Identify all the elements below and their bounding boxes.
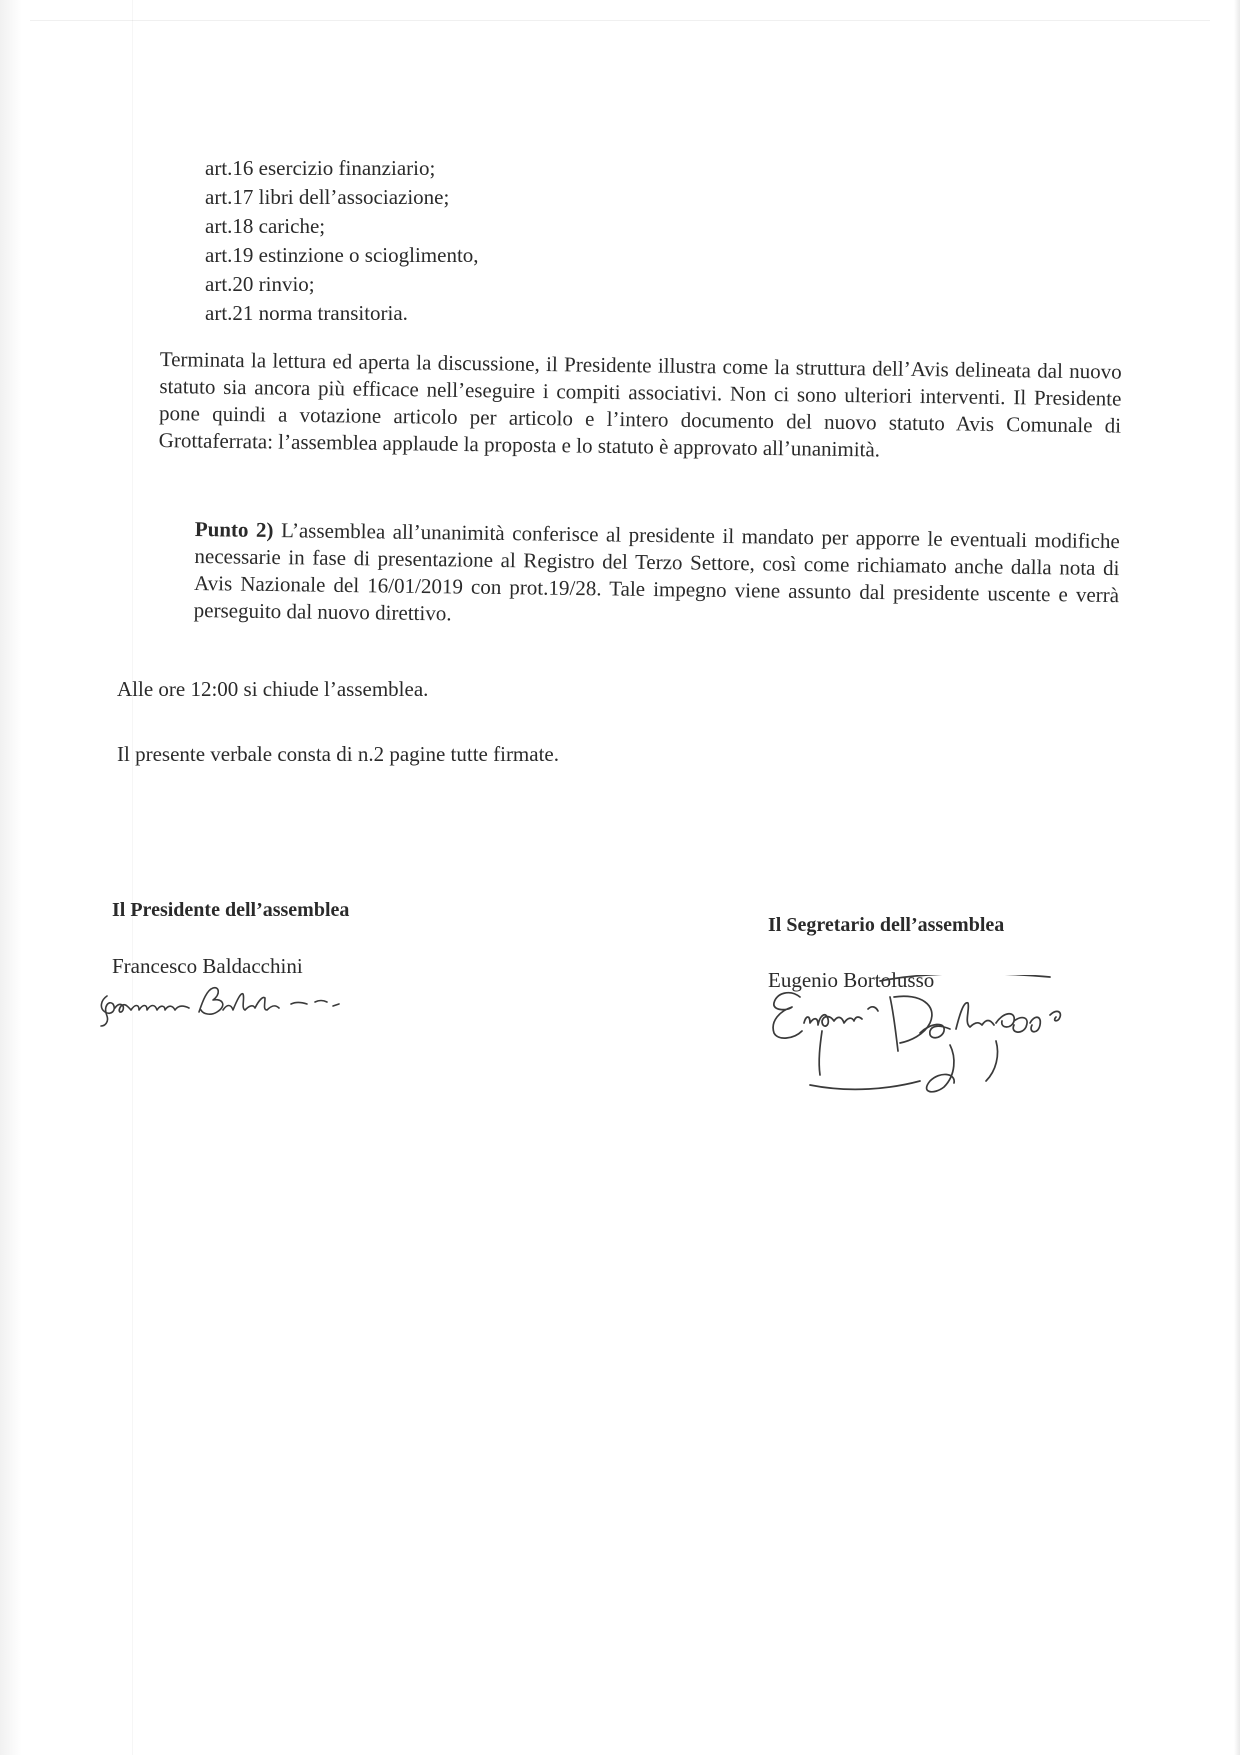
president-title: Il Presidente dell’assemblea [112,899,350,921]
article-item: art.20 rinvio; [205,272,315,296]
scan-edge-right [1234,0,1240,1755]
president-signature [95,982,395,1032]
article-item: art.19 estinzione o scioglimento, [205,243,479,267]
article-item: art.21 norma transitoria. [205,301,408,325]
secretary-title: Il Segretario dell’assemblea [768,914,1005,936]
punto2-text: L’assemblea all’unanimità conferisce al presidente il mandato per apporre le eventuali modifiche necessarie in fase di presentazione al Registro del Terzo Settore, così come richiamato anche dalla nota di Avis Nazionale del 16/01/2019 con prot.19/28. Tale impegno viene assunto dal presidente uscente e verrà perseguito dal nuovo direttivo. [193,518,1120,626]
scan-edge-left [0,0,22,1755]
punto2-paragraph [194,516,1120,636]
pages-note: Il presente verbale consta di n.2 pagine tutte firmate. [117,742,559,766]
secretary-signature [760,975,1090,1105]
punto2-label: Punto 2) [194,516,274,543]
scan-top-line [30,20,1210,21]
secretary-name: Eugenio Bortolusso [768,968,935,992]
article-item: art.16 esercizio finanziario; [205,156,436,180]
discussion-paragraph: Terminata la lettura ed aperta la discussione, il Presidente illustra come la struttura dell’Avis delineata dal nuovo statuto sia ancora più efficace nell’eseguire i compiti associativi. Non ci sono ulteriori interventi. Il Presidente pone quindi a votazione articolo per articolo e l’intero documento del nuovo statuto Avis Comunale di Grottaferrata: l’assemblea applaude la proposta e lo statuto è approvato all’unanimità. [158,346,1122,462]
president-name: Francesco Baldacchini [112,954,303,978]
articles-list [205,154,479,328]
article-item: art.18 cariche; [205,214,326,238]
scan-fold-line [132,0,133,1755]
closing-statement: Alle ore 12:00 si chiude l’assemblea. [117,677,429,701]
article-item: art.17 libri dell’associazione; [205,185,450,209]
